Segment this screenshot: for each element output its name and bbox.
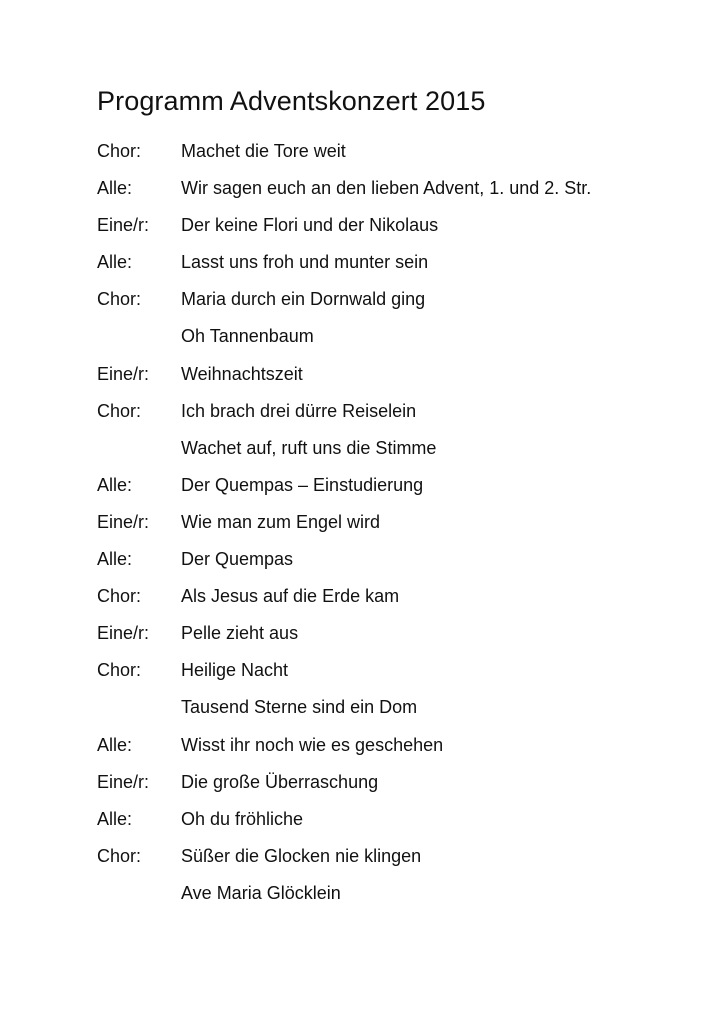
piece-title: Der keine Flori und der Nikolaus — [181, 215, 439, 236]
performer-label: Alle: — [97, 474, 133, 495]
program-row — [97, 652, 697, 689]
piece-title: Heilige Nacht — [181, 660, 289, 681]
piece-title: Wie man zum Engel wird — [181, 511, 381, 532]
program-row — [97, 207, 697, 244]
performer-label: Chor: — [97, 586, 142, 607]
piece-title: Die große Überraschung — [181, 771, 379, 792]
piece-title: Der Quempas – Einstudierung — [181, 474, 424, 495]
piece-title: Machet die Tore weit — [181, 141, 346, 161]
performer-label: Alle: — [97, 252, 133, 273]
program-row — [97, 244, 697, 281]
performer-label: Eine/r: — [97, 363, 150, 384]
piece-title: Weihnachtszeit — [181, 363, 303, 384]
piece-title: Pelle zieht aus — [181, 623, 299, 644]
program-row — [97, 467, 697, 504]
performer-label: Alle: — [97, 808, 133, 829]
program-row — [97, 578, 697, 615]
piece-title: Als Jesus auf die Erde kam — [181, 586, 400, 607]
program-row — [97, 838, 697, 875]
performer-label: Eine/r: — [97, 771, 150, 792]
performer-label: Alle: — [97, 734, 133, 755]
program-list — [97, 133, 697, 912]
piece-title: Oh Tannenbaum — [181, 326, 314, 347]
piece-title: Wisst ihr noch wie es geschehen — [181, 734, 444, 755]
performer-label: Chor: — [97, 141, 142, 161]
performer-label: Alle: — [97, 549, 133, 570]
program-row — [97, 170, 697, 207]
piece-title: Ave Maria Glöcklein — [181, 882, 341, 903]
program-row — [97, 541, 697, 578]
document-title: Programm Adventskonzert 2015 — [97, 86, 486, 116]
program-row — [97, 281, 697, 318]
piece-title: Tausend Sterne sind ein Dom — [181, 697, 418, 718]
performer-label: Chor: — [97, 400, 142, 421]
program-row — [97, 356, 697, 393]
program-row — [97, 727, 697, 764]
program-row — [97, 504, 697, 541]
program-row — [97, 801, 697, 838]
piece-title: Wachet auf, ruft uns die Stimme — [181, 437, 437, 458]
program-row — [97, 393, 697, 430]
piece-title: Der Quempas — [181, 549, 294, 570]
performer-label: Chor: — [97, 845, 142, 866]
performer-label: Eine/r: — [97, 511, 150, 532]
performer-label: Chor: — [97, 289, 142, 310]
program-row — [97, 318, 697, 355]
piece-title: Lasst uns froh und munter sein — [181, 252, 429, 273]
program-row — [97, 764, 697, 801]
piece-title: Wir sagen euch an den lieben Advent, 1. und 2. Str. — [181, 178, 592, 199]
performer-label: Eine/r: — [97, 623, 150, 644]
program-row — [97, 133, 697, 170]
performer-label: Eine/r: — [97, 215, 150, 236]
piece-title: Oh du fröhliche — [181, 808, 304, 829]
program-row — [97, 689, 697, 726]
performer-label: Alle: — [97, 178, 133, 199]
piece-title: Maria durch ein Dornwald ging — [181, 289, 426, 310]
piece-title: Ich brach drei dürre Reiselein — [181, 400, 417, 421]
program-row — [97, 430, 697, 467]
program-row — [97, 615, 697, 652]
piece-title: Süßer die Glocken nie klingen — [181, 845, 422, 866]
program-row — [97, 875, 697, 912]
performer-label: Chor: — [97, 660, 142, 681]
